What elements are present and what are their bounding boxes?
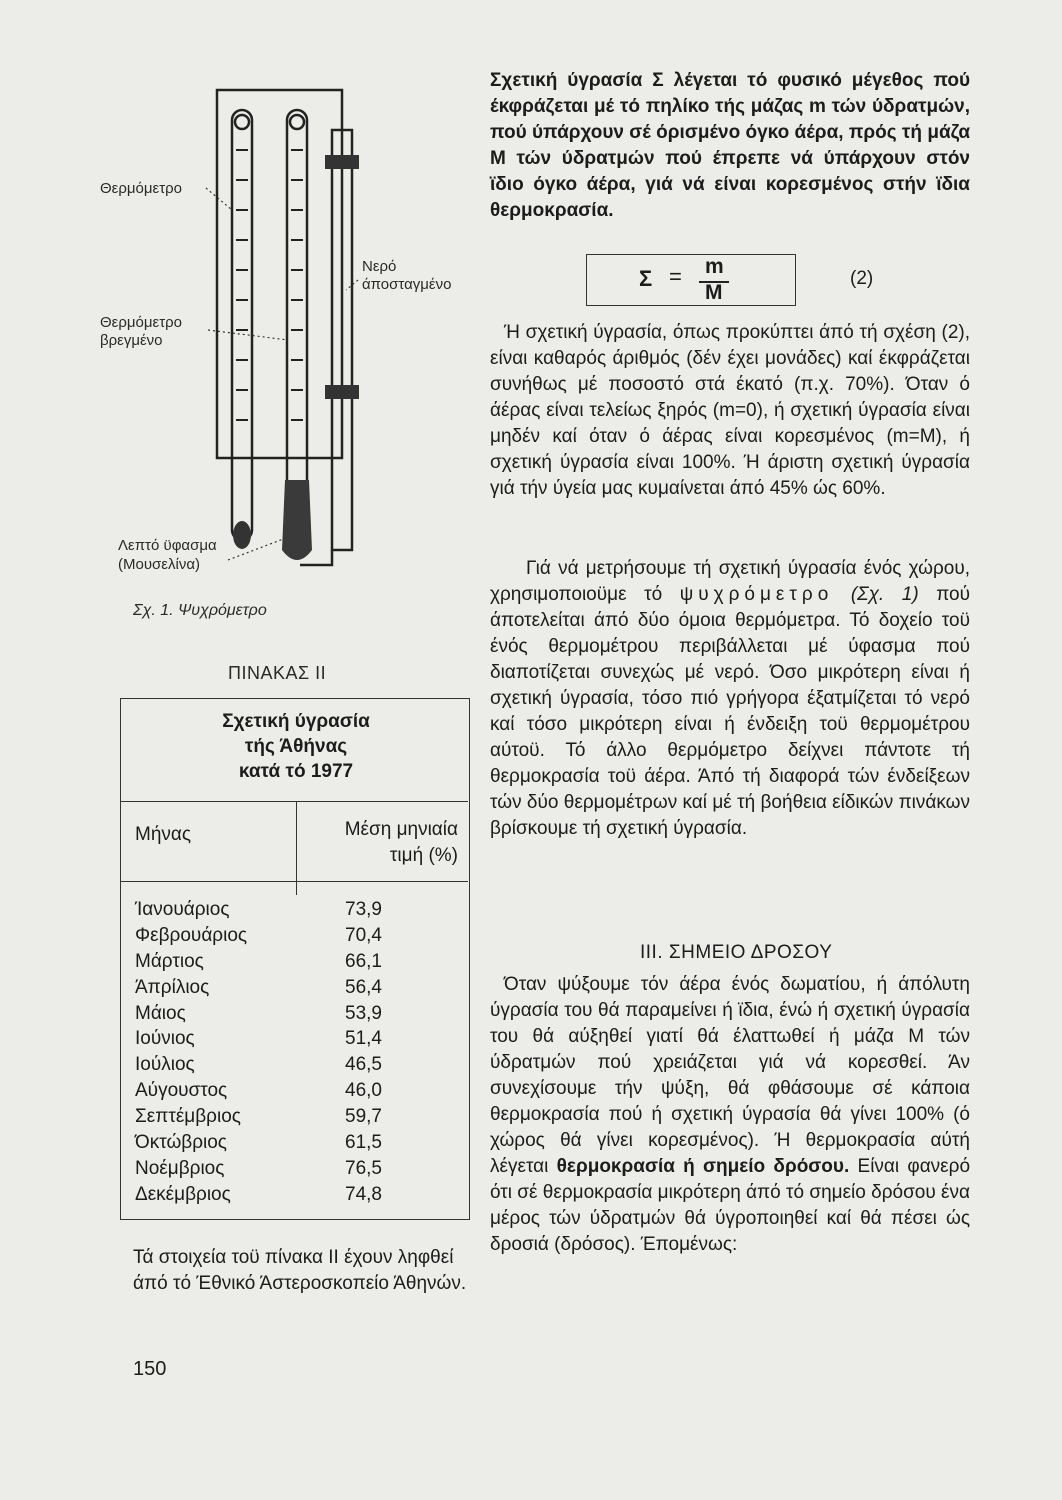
table-title-line-3: κατά τό 1977 [238, 761, 354, 782]
dew-point-paragraph [490, 972, 970, 1258]
formula-sigma: Σ [639, 266, 653, 291]
psychrometer-text-a: Γιά νά μετρήσουμε τή σχετική ύγρασία ένός χώρου, χρησιμοποιοϋμε τό [490, 558, 970, 605]
wet-scale-ticks [291, 150, 303, 420]
reservoir-clamp-bottom [325, 385, 359, 399]
value-cell: 46,0 [345, 1080, 382, 1102]
dew-point-text-a: Όταν ψύξουμε τόν άέρα ένός δωματίου, ή άπόλυτη ύγρασία του θά παραμείνει ή ϊδια, ένώ ή σχετική ύγρασία του θά αύξηθεί γιατί θά έλαττωθεί ή μάζα Μ τών ύδρατμών πού χρειάζεται γιά νά κορεσθεί. Άν συνεχίσουμε τήν ψύξη, θά φθάσουμε σέ κάποια θερμοκρασία πού ή σχετική ύγρασία θά γίνει 100% (ό χώρος θά γίνει κορεσμένος). Ή θερμοκρασία αύτή λέγεται [490, 974, 970, 1177]
formula-box [586, 254, 796, 306]
reservoir-clamp-top [325, 155, 359, 169]
dry-thermometer-ring [235, 115, 249, 129]
humidity-table [120, 698, 470, 1220]
table-row [135, 1182, 415, 1208]
figure-caption: Σχ. 1. Ψυχρόμετρο [133, 602, 267, 619]
month-cell: Νοέμβριος [135, 1157, 225, 1179]
value-cell: 51,4 [345, 1028, 382, 1050]
month-cell: Ιούλιος [135, 1054, 195, 1076]
month-cell: Φεβρουάριος [135, 924, 248, 946]
dry-thermometer [232, 110, 252, 540]
psychrometer-paragraph [490, 556, 970, 842]
table-heading: ΠΙΝΑΚΑΣ ΙΙ [228, 663, 327, 683]
page-number: 150 [133, 1358, 167, 1380]
table-row [135, 897, 415, 923]
label-leaders [206, 188, 358, 560]
fabric-label-1: Λεπτό ϋφασμα [118, 537, 217, 554]
value-cell: 73,9 [345, 899, 382, 920]
water-label-1: Νερό [362, 258, 397, 275]
month-cell: Μάρτιος [135, 950, 204, 972]
formula-numerator: m [705, 255, 724, 278]
wet-thermometer-ring [290, 115, 304, 129]
wet-thermometer-label-2: βρεγμένο [100, 332, 163, 349]
definition-paragraph: Σχετική ύγρασία Σ λέγεται τό φυσικό μέγεθος πού έκφράζεται μέ τό πηλίκο τής μάζας m τών ύδρατμών, πού ύπάρχουν σέ όρισμένο όγκο άέρα, πρός τή μάζα Μ τών ύδρατμών πού έπρεπε νά ύπάρχουν στόν ϊδιο όγκο άέρα, γιά νά είναι κορεσμένος στήν ϊδια θερμοκρασία. [490, 70, 970, 221]
month-cell: Σεπτέμβριος [135, 1106, 241, 1128]
table-row [135, 949, 415, 975]
table-row [135, 1104, 415, 1130]
value-cell: 66,1 [345, 950, 382, 972]
month-cell: Μάιος [135, 1002, 186, 1024]
month-cell: Ιούνιος [135, 1028, 195, 1050]
water-label-2: άποσταγμένο [362, 276, 452, 293]
formula-tag: (2) [850, 268, 874, 289]
value-cell: 56,4 [345, 976, 382, 998]
dry-scale-ticks [236, 150, 248, 420]
value-cell: 61,5 [345, 1132, 382, 1154]
dew-point-term: θερμοκρασία ή σημείο δρόσου. [556, 1156, 850, 1177]
psychrometer-term: ψυχρόμετρο [679, 584, 834, 605]
month-cell: Όκτώβριος [135, 1132, 227, 1154]
month-cell: Αύγουστος [135, 1080, 228, 1102]
table-divider-header [121, 881, 468, 882]
explanation-paragraph: Ή σχετική ύγρασία, όπως προκύπτει άπό τή σχέση (2), είναι καθαρός άριθμός (δέν έχει μονάδες) καί έκφράζεται συνήθως μέ ποσοστό στά έκατό (π.χ. 70%). Όταν ό άέρας είναι τελείως ξηρός (m=0), ή σχετική ύγρασία είναι μηδέν καί όταν ό άέρας είναι κορεσμένος (m=M), ή σχετική ύγρασία είναι 100%. Ή άριστη σχετική ύγρασία γιά τήν ύγεία μας κυμαίνεται άπό 45% ώς 60%. [490, 322, 970, 499]
value-cell: 53,9 [345, 1002, 382, 1024]
column-header-value-line-1: Μέση μηνιαία [344, 819, 458, 840]
table-row [135, 1156, 415, 1182]
psychrometer-text-b: πού άποτελείται άπό δύο όμοια θερμόμετρα. Τό δοχείο τοϋ ένός θερμομέτρου περιβάλλεται μέ ύφασμα πού διαποτίζεται συνεχώς μέ νερό. Όσο μικρότερη είναι ή σχετική ύγρασία, τόσο πιό γρήγορα έξατμίζεται τό νερό καί τόσο μικρότερη είναι ή ένδειξη τοϋ θερμομέτρου αύτοϋ. Τό άλλο θερμόμετρο δείχνει πάντοτε τή θερμοκρασία τοϋ άέρα. Άπό τή διαφορά τών ένδείξεων τών δύο θερμομέτρων καί μέ τή βοήθεια είδικών πινάκων βρίσκουμε τή σχετική ύγρασία. [490, 584, 971, 839]
column-header-month: Μήνας [135, 824, 192, 845]
table-row [135, 975, 415, 1001]
fabric-label-2: (Μουσελίνα) [118, 556, 200, 573]
value-cell: 59,7 [345, 1106, 382, 1128]
table-row [135, 1078, 415, 1104]
table-row [135, 1026, 415, 1052]
value-cell: 74,8 [345, 1183, 382, 1205]
dew-point-text-b: Είναι φανερό ότι σέ θερμοκρασία μικρότερη άπό τό σημείο δρόσου ένα μέρος τών ύδρατμών θά ύγροποιηθεί καί θά πέσει ώς δροσιά (δρόσος). Έπομένως: [490, 1156, 971, 1255]
table-body [135, 897, 415, 1208]
formula-denominator: M [705, 281, 723, 304]
figure-reference: (Σχ. 1) [850, 584, 919, 605]
thermometer-label: Θερμόμετρο [100, 180, 183, 197]
value-cell: 46,5 [345, 1054, 382, 1076]
table-title-line-2: τής Άθήνας [244, 736, 348, 757]
table-title [121, 709, 471, 784]
wet-thermometer-label-1: Θερμόμετρο [100, 314, 183, 331]
month-cell: Ίανουάριος [135, 899, 230, 920]
table-row [135, 1052, 415, 1078]
value-cell: 76,5 [345, 1157, 382, 1179]
table-row [135, 1130, 415, 1156]
value-cell: 70,4 [345, 924, 382, 946]
dry-bulb [233, 521, 251, 549]
formula-equals: = [669, 264, 682, 289]
table-source-note: Τά στοιχεία τοϋ πίνακα ΙΙ έχουν ληφθεί άπό τό Έθνικό Άστεροσκοπείο Άθηνών. [133, 1247, 467, 1294]
mounting-board [217, 90, 342, 458]
table-title-line-1: Σχετική ύγρασία [222, 711, 370, 732]
muslin-wick [282, 480, 312, 560]
psychrometer-figure [100, 80, 480, 600]
column-header-value [296, 817, 458, 869]
month-cell: Δεκέμβριος [135, 1183, 231, 1205]
section-heading: III. ΣΗΜΕΙΟ ΔΡΟΣΟΥ [640, 942, 833, 963]
table-row [135, 923, 415, 949]
table-divider-top [121, 801, 468, 802]
column-header-value-line-2: τιμή (%) [389, 845, 458, 866]
table-row [135, 1001, 415, 1027]
month-cell: Άπρίλιος [135, 976, 210, 998]
